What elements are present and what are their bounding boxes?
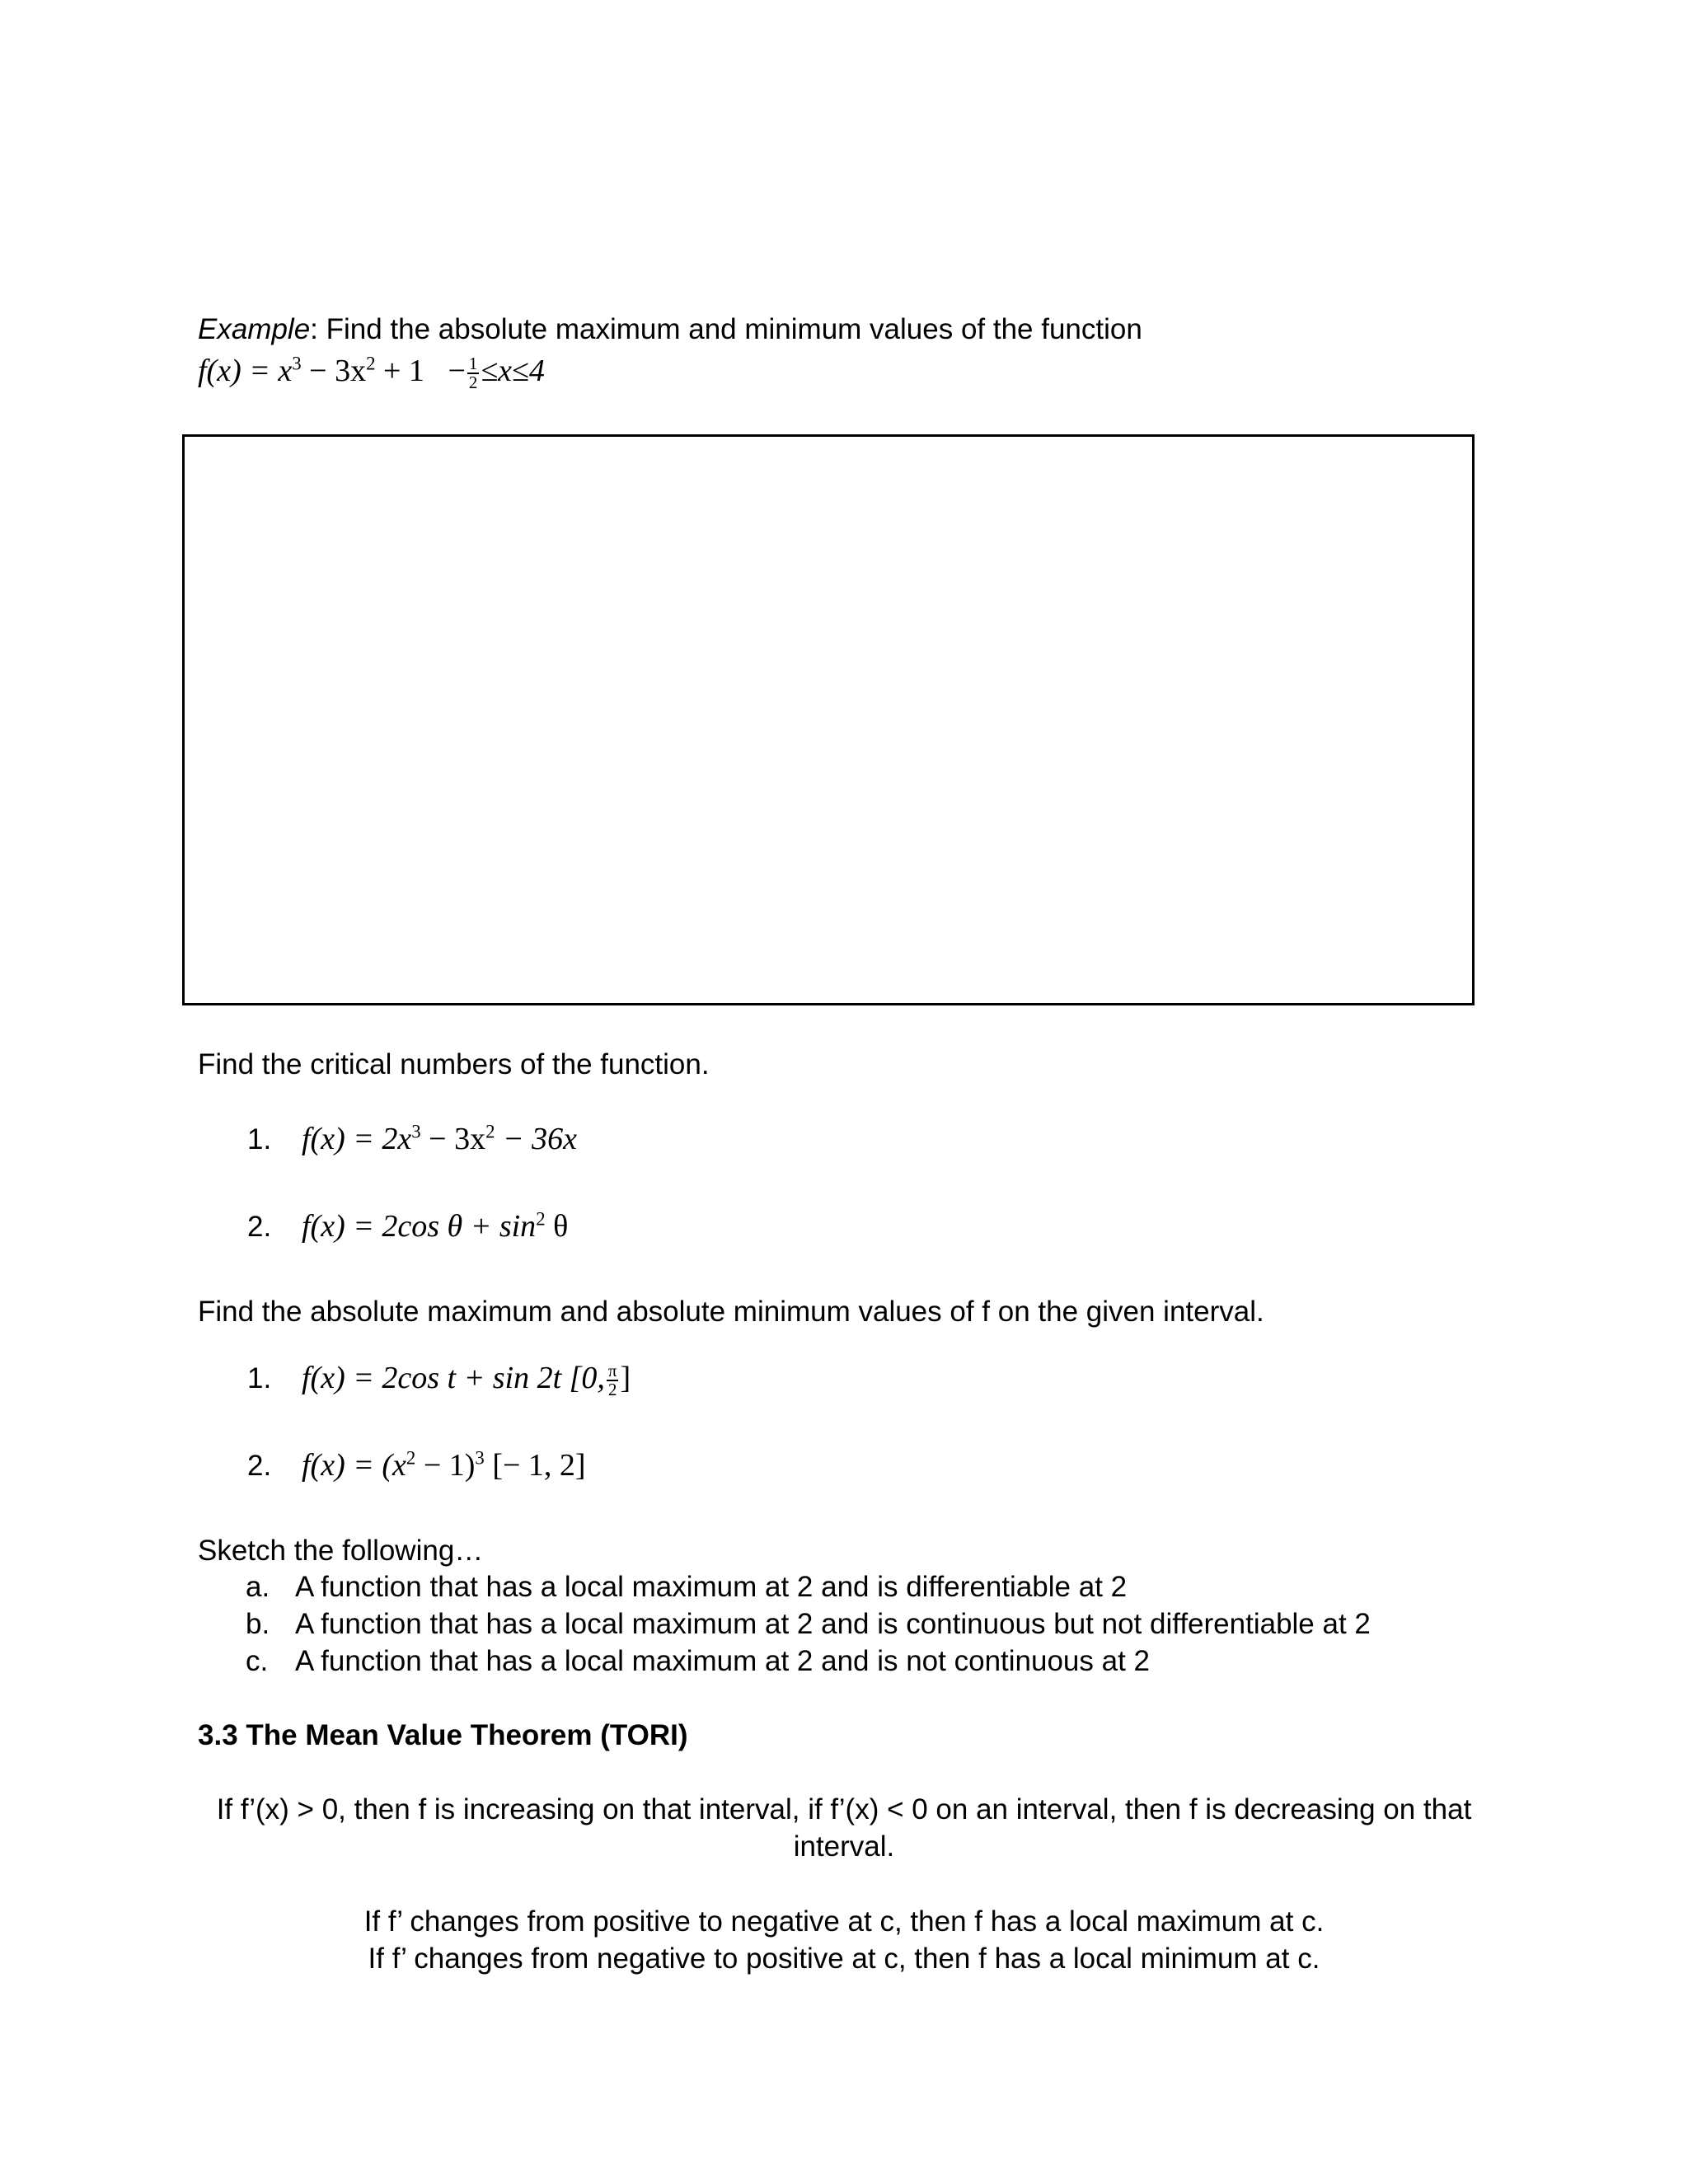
example-line (198, 312, 1142, 348)
critical-item-2: 2. f(x) = 2cos $\theta + \sin^2 \theta$ (247, 1208, 569, 1244)
sketch-item-b: b. A function that has a local maximum at 2 and is continuous but not differentiable at 2 (246, 1608, 1371, 1640)
critical-item-1: 1. $f(x) = 2x^3 - 3x^2 - 36x$ (247, 1121, 578, 1156)
domain: − $\frac{1}{2}$ ≤x≤4 (448, 354, 545, 393)
mvt-heading: 3.3 The Mean Value Theorem (TORI) (198, 1719, 688, 1751)
mvt-paragraph-1-line-1: If f’(x) > 0, then f is increasing on that interval, if f’(x) < 0 on an interval, then f is decreasing on that (216, 1793, 1472, 1825)
sketch-item-a: a. A function that has a local maximum at 2 and is differentiable at 2 (246, 1571, 1128, 1603)
mvt-paragraph-2-line-2: If f’ changes from negative to positive at c, then f has a local minimum at c. (368, 1943, 1320, 1975)
absolute-heading: Find the absolute maximum and absolute minimum values of f on the given interval. (198, 1296, 1264, 1328)
absolute-item-1: 1. f(x) = 2cos t + sin 2t [0, $\frac{\pi}{2}$ ] (247, 1361, 631, 1400)
example-label: Example (198, 313, 311, 345)
critical-heading: Find the critical numbers of the function. (198, 1048, 710, 1080)
absolute-item-2: 2. $f(x) = (x^2 - 1)^3$ [− 1, 2] (247, 1447, 586, 1483)
answer-box (182, 434, 1475, 1005)
sketch-heading: Sketch the following… (198, 1535, 484, 1567)
mvt-paragraph-1-line-2: interval. (793, 1830, 895, 1863)
example-function: $f(x) = x^3 - 3x^2 + 1$ − $\frac{1}{2}$ ≤x≤4 (198, 353, 545, 393)
interval-fraction: $\frac{\pi}{2}$ (607, 1361, 617, 1400)
domain-fraction: $\frac{1}{2}$ (468, 354, 478, 393)
sketch-item-c: c. A function that has a local maximum at 2 and is not continuous at 2 (246, 1645, 1150, 1677)
example-text: : Find the absolute maximum and minimum values of the function (310, 313, 1142, 345)
mvt-paragraph-2-line-1: If f’ changes from positive to negative at c, then f has a local maximum at c. (363, 1905, 1325, 1938)
